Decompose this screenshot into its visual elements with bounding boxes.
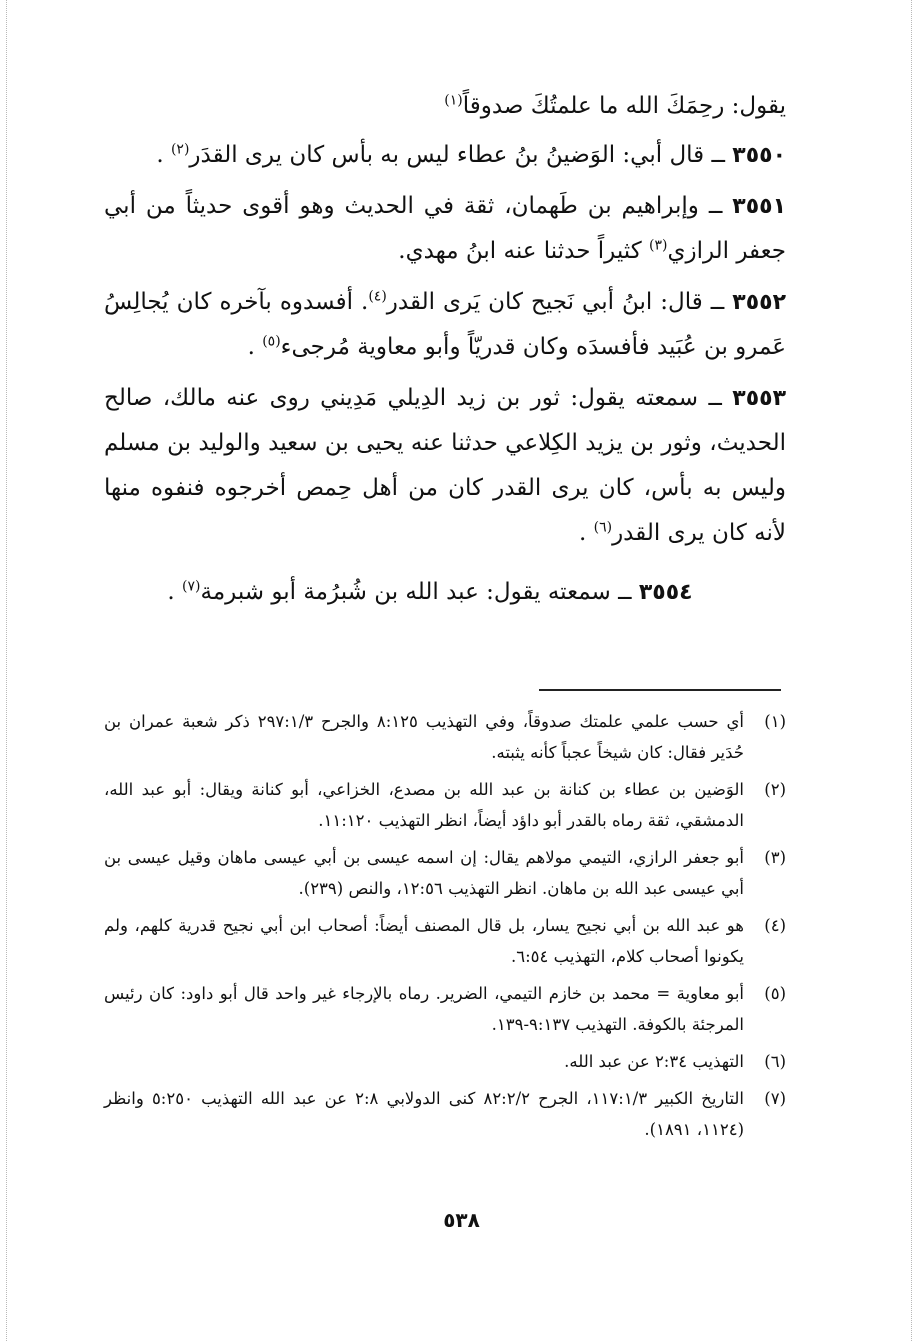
entry-number: ٣٥٥٢ [732,290,786,315]
entry-text: ــ وإبراهيم بن طَهمان، ثقة في الحديث وهو أقوى حديثاً من أبي جعفر الرازي [104,193,786,264]
footnote-3 [104,842,786,904]
entry-number: ٣٥٥٣ [732,386,786,411]
page-number: ٥٣٨ [443,1208,480,1232]
footnote-2 [104,774,786,836]
footnote-1 [104,706,786,768]
footnote-ref: (٢) [170,141,190,158]
entry-end: . [247,334,255,360]
entry-end: . [156,142,164,168]
footnote-5 [104,978,786,1040]
footnote-text: هو عبد الله بن أبي نجيح يسار، بل قال المصنف أيضاً: أصحاب ابن أبي نجيح قدرية كلهم، ولم يكونوا أصحاب كلام، التهذيب ٦:٥٤. [104,916,744,966]
footnote-text: الوَضين بن عطاء بن كنانة بن عبد الله بن مصدع، الخزاعي، أبو كنانة ويقال: أبو عبد الله، الدمشقي، ثقة رماه بالقدر أبو داؤد أيضاً، انظر التهذيب ١١:١٢٠. [104,780,744,830]
entry-3553 [104,376,786,556]
footnote-ref: (٣) [648,237,668,254]
entry-3554 [104,570,786,615]
entry-text: ــ قال: ابنُ أبي نَجيح كان يَرى القدر [386,289,725,315]
entry-3550 [104,133,786,178]
entry-text: ــ قال أبي: الوَضينُ بنُ عطاء ليس به بأس كان يرى القدَر [189,142,725,168]
footnote-number: (٥) [764,984,786,1003]
footnote-text: التهذيب ٢:٣٤ عن عبد الله. [564,1052,744,1071]
footnote-number: (٣) [764,848,786,867]
entry-tail: . أفسدوه بآخره كان يُجالِسُ عَمرو بن عُبَيد فأفسدَه وكان قدريّاً وأبو معاوية مُرجىء [104,289,786,360]
footnote-4 [104,910,786,972]
footnote-number: (١) [764,712,786,731]
footnote-text: أبو جعفر الرازي، التيمي مولاهم يقال: إن اسمه عيسى بن أبي عيسى ماهان وقيل عيسى بن أبي عيسى عبد الله بن ماهان. انظر التهذيب ١٢:٥٦، والنص (٢٣٩). [104,848,744,898]
intro-text: يقول: رحِمَكَ الله ما علمتُكَ صدوقاً [462,93,786,119]
scan-edge-right [911,0,912,1341]
footnote-6 [104,1046,786,1077]
entry-number: ٣٥٥١ [732,194,787,219]
footnote-ref: (٧) [182,578,201,595]
scan-edge-left [6,0,7,1341]
entry-end: . [167,579,175,605]
footnote-divider [539,689,781,691]
entry-text: ــ سمعته يقول: ثور بن زيد الدِيلي مَدِيني روى عنه مالك، صالح الحديث، وثور بن يزيد الكِلاعي حدثنا عنه يحيى بن سعيد والوليد بن مسلم وليس به بأس، كان يرى القدر كان من أهل حِمص أخرجوه فنفوه منها لأنه كان يرى القدر [104,385,786,546]
footnote-text: أبو معاوية = محمد بن خازم التيمي، الضرير. رماه بالإرجاء غير واحد قال أبو داود: كان رئيس المرجئة بالكوفة. التهذيب ٩:١٣٧-١٣٩. [104,984,744,1034]
main-text [104,84,786,621]
footnote-ref: (٥) [262,333,281,350]
footnote-ref: (٤) [368,288,387,305]
footnote-ref: (١) [444,92,463,109]
footnote-number: (٧) [764,1089,786,1108]
footnote-text: أي حسب علمي علمتك صدوقاً، وفي التهذيب ٨:١٢٥ والجرح ٢٩٧:١/٣ ذكر شعبة عمران بن حُدَير فقال: كان شيخاً عجباً كأنه يثبته. [104,712,744,762]
entry-text: ــ سمعته يقول: عبد الله بن شُبرُمة أبو شبرمة [200,579,632,605]
footnote-number: (٢) [764,780,786,799]
entry-tail: كثيراً حدثنا عنه ابنُ مهدي. [398,238,642,264]
footnote-7 [104,1083,786,1145]
intro-line [104,84,786,129]
entry-3552 [104,280,786,370]
entry-3551 [104,184,786,274]
entry-end: . [578,520,587,546]
entry-number: ٣٥٥٠ [732,143,786,168]
footnote-text: التاريخ الكبير ١١٧:١/٣، الجرح ٨٢:٢/٢ كنى الدولابي ٢:٨ عن عبد الله التهذيب ٥:٢٥٠ وانظر (١١٢٤، ١٨٩١). [104,1089,745,1139]
footnote-number: (٦) [764,1052,786,1071]
footnotes [104,706,786,1151]
footnote-number: (٤) [764,916,786,935]
entry-number: ٣٥٥٤ [638,580,693,605]
footnote-ref: (٦) [593,519,613,536]
